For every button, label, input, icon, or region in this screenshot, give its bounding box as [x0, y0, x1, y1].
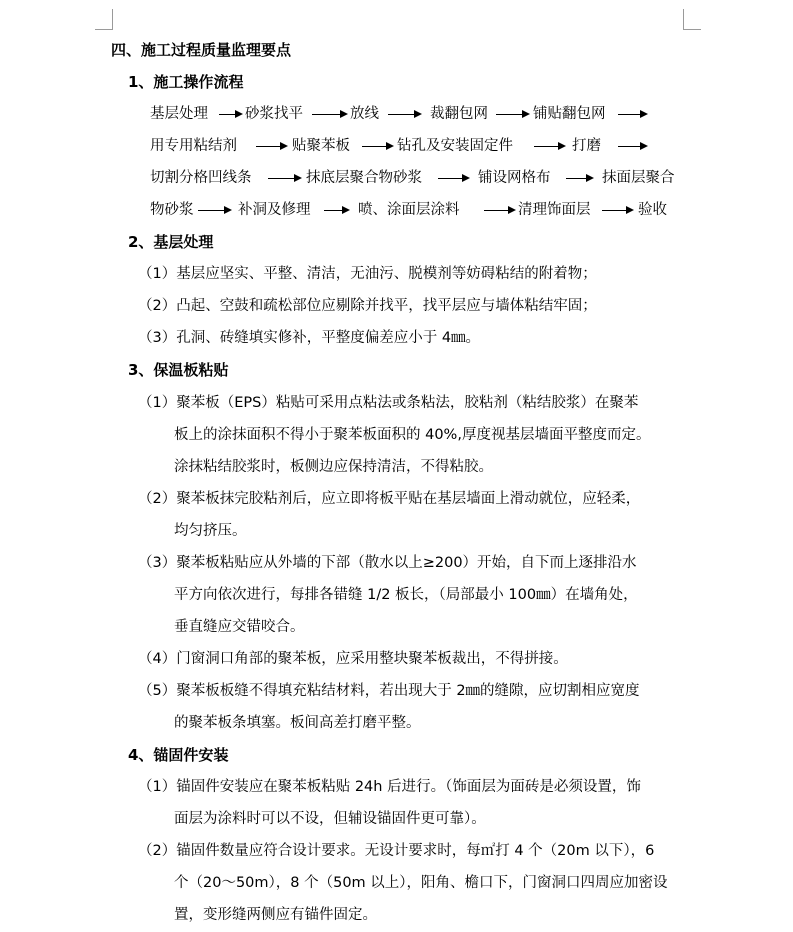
flow-step: 抹底层聚合物砂浆 — [306, 170, 422, 186]
section-title: 四、施工过程质量监理要点 — [111, 41, 292, 59]
flow-arrow-icon — [362, 146, 392, 147]
flow-arrow-icon — [312, 114, 346, 115]
paragraph-line: 置，变形缝两侧应有锚件固定。 — [174, 907, 377, 923]
list-item: （3）孔洞、砖缝填实修补，平整度偏差应小于 4㎜。 — [138, 330, 481, 346]
flow-step: 打磨 — [572, 138, 601, 154]
flow-step: 抹面层聚合 — [602, 170, 675, 186]
flow-step: 裁翻包网 — [430, 106, 488, 122]
paragraph-line: （2）锚固件数量应符合设计要求。无设计要求时，每㎡打 4 个（20m 以下），6 — [138, 843, 655, 859]
flow-arrow-icon — [388, 114, 420, 115]
flow-arrow-icon — [496, 114, 528, 115]
list-item: （1）基层应坚实、平整、清洁，无油污、脱模剂等妨碍粘结的附着物； — [138, 266, 597, 282]
flow-step: 砂浆找平 — [245, 106, 303, 122]
flow-step: 清理饰面层 — [518, 202, 591, 218]
flow-arrow-icon — [618, 146, 646, 147]
flow-step: 铺贴翻包网 — [533, 106, 606, 122]
paragraph-line: 板上的涂抹面积不得小于聚苯板面积的 40%,厚度视基层墙面平整度而定。 — [174, 427, 651, 443]
flow-arrow-icon — [438, 178, 468, 179]
subheading-3: 3、保温板粘贴 — [128, 361, 229, 379]
flow-arrow-icon — [219, 114, 241, 115]
paragraph-line: 涂抹粘结胶浆时，板侧边应保持清洁，不得粘胶。 — [174, 459, 493, 475]
subheading-1: 1、施工操作流程 — [128, 73, 244, 91]
flow-arrow-icon — [534, 146, 564, 147]
flow-arrow-icon — [268, 178, 300, 179]
flow-arrow-icon — [566, 178, 592, 179]
flow-step: 补洞及修理 — [238, 202, 311, 218]
paragraph-line: 面层为涂料时可以不设，但辅设锚固件更可靠）。 — [174, 811, 486, 827]
flow-step: 物砂浆 — [150, 202, 194, 218]
paragraph-line: 均匀挤压。 — [174, 523, 247, 539]
flow-arrow-icon — [618, 114, 646, 115]
page-corner-mark-left — [95, 9, 113, 30]
flow-step: 放线 — [350, 106, 379, 122]
flow-arrow-icon — [198, 210, 230, 211]
flow-step: 贴聚苯板 — [292, 138, 350, 154]
paragraph-line: 垂直缝应交错咬合。 — [174, 619, 305, 635]
paragraph-line: 个（20～50m），8 个（50m 以上），阳角、檐口下，门窗洞口四周应加密设 — [174, 875, 668, 891]
flow-step: 喷、涂面层涂料 — [358, 202, 460, 218]
paragraph-line: （1）聚苯板（EPS）粘贴可采用点粘法或条粘法，胶粘剂（粘结胶浆）在聚苯 — [138, 395, 639, 411]
flow-step: 铺设网格布 — [478, 170, 551, 186]
paragraph-line: 的聚苯板条填塞。板间高差打磨平整。 — [174, 715, 421, 731]
subheading-2: 2、基层处理 — [128, 233, 214, 251]
paragraph-line: 平方向依次进行，每排各错缝 1/2 板长，（局部最小 100㎜）在墙角处， — [174, 587, 638, 603]
flow-step: 切割分格凹线条 — [150, 170, 252, 186]
flow-arrow-icon — [484, 210, 514, 211]
list-item: （2）凸起、空鼓和疏松部位应剔除并找平，找平层应与墙体粘结牢固； — [138, 298, 597, 314]
flow-arrow-icon — [324, 210, 348, 211]
page-corner-mark-right — [683, 9, 701, 30]
subheading-4: 4、锚固件安装 — [128, 746, 229, 764]
flow-step: 用专用粘结剂 — [150, 138, 237, 154]
paragraph-line: （3）聚苯板粘贴应从外墙的下部（散水以上≥200）开始，自下而上逐排沿水 — [138, 555, 637, 571]
paragraph-line: （2）聚苯板抹完胶粘剂后，应立即将板平贴在基层墙面上滑动就位，应轻柔， — [138, 491, 641, 507]
paragraph-line: （4）门窗洞口角部的聚苯板，应采用整块聚苯板裁出，不得拼接。 — [138, 651, 568, 667]
flow-step: 钻孔及安装固定件 — [397, 138, 513, 154]
flow-step: 验收 — [638, 202, 667, 218]
flow-arrow-icon — [602, 210, 632, 211]
paragraph-line: （1）锚固件安装应在聚苯板粘贴 24h 后进行。（饰面层为面砖是必须设置，饰 — [138, 779, 641, 795]
flow-step: 基层处理 — [150, 106, 208, 122]
paragraph-line: （5）聚苯板板缝不得填充粘结材料，若出现大于 2㎜的缝隙，应切割相应宽度 — [138, 683, 640, 699]
flow-arrow-icon — [256, 146, 286, 147]
